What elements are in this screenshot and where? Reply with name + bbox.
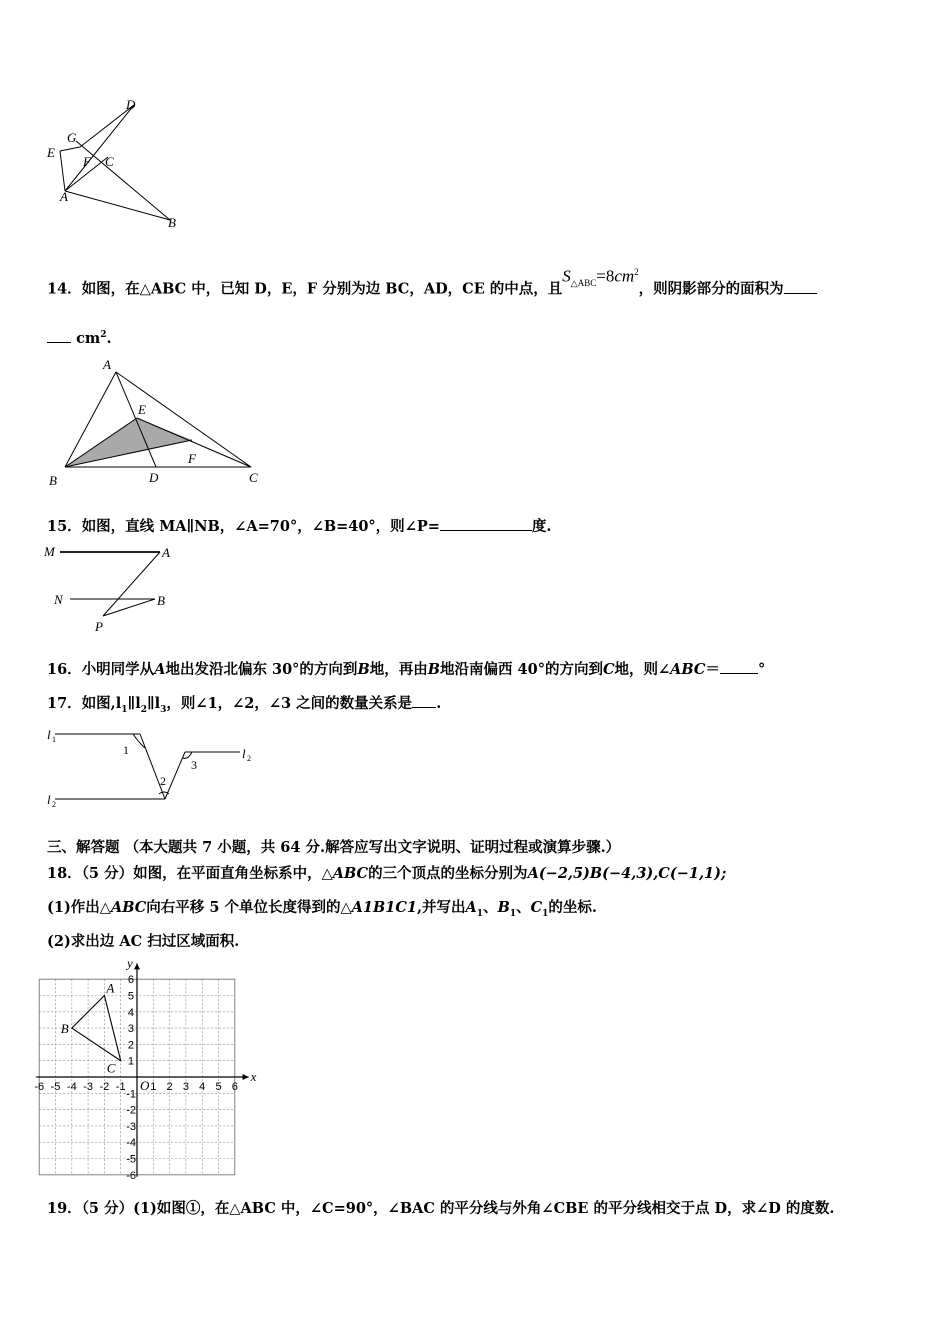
- section-3-desc: （本大题共 7 小题，共 64 分.解答应写出文字说明、证明过程或演算步骤.）: [124, 839, 621, 856]
- q16-t1: 小明同学从: [81, 661, 155, 678]
- q15-number: 15．: [47, 518, 82, 535]
- q14-formula-eq: =8: [596, 266, 615, 286]
- q14-formula-sub: △ABC: [570, 278, 597, 289]
- angle-1-label: 1: [123, 743, 129, 757]
- q16-answer-blank[interactable]: [720, 659, 758, 674]
- q18-p1-a: (1)作出△: [47, 899, 111, 916]
- q18-p2: (2)求出边 AC 扫过区域面积.: [47, 933, 240, 950]
- point-b-label: B: [60, 1021, 69, 1037]
- x-tick-label: 6: [231, 1081, 238, 1093]
- q16-t7: °: [757, 661, 766, 678]
- q18-coords: A(−2,5)B(−4,3),C(−1,1);: [527, 865, 727, 882]
- q17-answer-blank[interactable]: [412, 693, 436, 708]
- x-tick-label: 3: [182, 1081, 189, 1093]
- point-a-label: A: [106, 980, 115, 996]
- q16-v3: B: [427, 661, 440, 678]
- label-g: G: [67, 130, 77, 145]
- q19-number: 19．: [47, 1200, 82, 1217]
- y-tick-label: -5: [126, 1153, 136, 1166]
- y-tick-label: 6: [127, 974, 134, 987]
- x-tick-label: -2: [99, 1081, 110, 1093]
- q18-v1: ABC: [332, 865, 369, 882]
- q14-text-b: ，则阴影部分的面积为: [638, 280, 784, 298]
- origin-label: O: [140, 1078, 150, 1093]
- section-3-heading: [47, 838, 905, 858]
- q19-score: （5 分）: [81, 1200, 134, 1217]
- q19-text: (1)如图①，在△ABC 中，∠C=90°，∠BAC 的平分线与外角∠CBE 的平分线相交于点 D，求∠D 的度数.: [133, 1200, 835, 1217]
- label-e: E: [138, 402, 146, 417]
- q14-text-c-sup: 2: [100, 330, 107, 340]
- q17-text-end: .: [436, 695, 442, 712]
- label-d: D: [149, 470, 159, 485]
- y-tick-label: 1: [127, 1055, 134, 1068]
- y-tick-label: -2: [126, 1104, 136, 1117]
- question-14-cont: [47, 325, 905, 349]
- x-tick-label: -3: [83, 1081, 93, 1093]
- q15-answer-blank[interactable]: [440, 516, 532, 531]
- figure-q13: [40, 95, 190, 235]
- q17-t3: ∥l: [146, 695, 161, 712]
- x-tick-label: 1: [150, 1081, 157, 1093]
- q14-text-end: .: [106, 329, 112, 347]
- label-m: M: [44, 544, 55, 559]
- question-18-part1: [47, 898, 905, 924]
- x-tick-label: 5: [215, 1081, 222, 1093]
- q14-formula-unit: cm: [614, 266, 635, 286]
- q17-t2: ∥l: [127, 695, 141, 712]
- q16-v5: ABC: [670, 661, 706, 678]
- question-16: [47, 659, 905, 680]
- q18-p1-B: B: [497, 899, 510, 916]
- question-14: [47, 266, 905, 305]
- q18-t2: 的三个顶点的坐标分别为: [368, 865, 528, 882]
- label-e: E: [47, 145, 55, 160]
- label-d: D: [126, 97, 136, 112]
- q18-p1-b: 向右平移 5 个单位长度得到的△: [146, 899, 352, 916]
- label-f: F: [188, 451, 196, 466]
- figure-q14: [45, 355, 275, 490]
- label-a: A: [103, 357, 111, 372]
- label-n: N: [54, 592, 63, 607]
- label-l1-sub: 1: [52, 735, 56, 744]
- question-18: [47, 864, 905, 884]
- x-tick-label: -4: [66, 1081, 77, 1093]
- x-tick-label: 4: [199, 1081, 206, 1093]
- q16-number: 16．: [47, 661, 82, 678]
- x-axis-label: x: [250, 1069, 257, 1084]
- angle-3-label: 3: [191, 758, 197, 772]
- y-axis-arrow: [134, 963, 140, 969]
- q18-p1-As: 1: [476, 908, 484, 919]
- q17-s2: 2: [140, 704, 147, 715]
- q14-formula-s: S: [562, 266, 571, 286]
- q18-p1-Bs: 1: [509, 908, 517, 919]
- q18-p1-C: C: [530, 899, 543, 916]
- question-18-part2: [47, 932, 905, 952]
- q16-t5: 地，则∠: [614, 661, 671, 678]
- label-f: F: [83, 154, 91, 169]
- y-tick-label: -6: [126, 1169, 136, 1182]
- q17-s3: 3: [160, 704, 167, 715]
- q18-t1: 如图，在平面直角坐标系中，△: [133, 865, 333, 882]
- label-c: C: [105, 154, 114, 169]
- label-l3: l: [47, 792, 51, 807]
- q16-t3: 地，再由: [369, 661, 428, 678]
- q14-answer-blank-1[interactable]: [784, 279, 817, 294]
- label-l2: l: [242, 746, 246, 761]
- y-tick-label: -1: [126, 1088, 136, 1101]
- y-tick-label: 4: [127, 1006, 134, 1019]
- label-a: A: [60, 189, 68, 204]
- angle-2-label: 2: [160, 774, 166, 788]
- y-tick-label: -4: [126, 1137, 136, 1150]
- y-tick-label: -3: [126, 1120, 136, 1133]
- figure-q18-grid: [34, 955, 270, 1182]
- q16-v1: A: [154, 661, 166, 678]
- q17-text-a: 如图,l: [81, 695, 122, 712]
- y-tick-label: 5: [127, 990, 134, 1003]
- q18-p1-v: ABC: [110, 899, 147, 916]
- label-p: P: [95, 619, 103, 634]
- point-c-label: C: [106, 1060, 116, 1076]
- q18-p1-d: 的坐标.: [548, 899, 597, 916]
- label-c: C: [249, 470, 258, 485]
- q17-text-b: ，则∠1，∠2，∠3 之间的数量关系是: [166, 695, 413, 712]
- label-l2-sub: 2: [247, 754, 251, 763]
- label-a: A: [162, 545, 170, 560]
- q18-p1-A: A: [465, 899, 477, 916]
- q14-number: 14．: [47, 280, 82, 298]
- question-15: [47, 516, 905, 537]
- x-tick-label: 2: [166, 1081, 173, 1093]
- q16-v4: C: [602, 661, 615, 678]
- q15-text-b: 度.: [531, 518, 552, 535]
- q18-p1-v2: A1B1C1: [351, 899, 417, 916]
- figure-q15: [40, 540, 190, 635]
- x-tick-label: -6: [34, 1081, 45, 1093]
- q18-p1-c: ,并写出: [416, 899, 466, 916]
- q15-text-a: 如图，直线 MA∥NB，∠A=70°，∠B=40°，则∠P=: [81, 518, 440, 535]
- q16-t4: 地沿南偏西 40°的方向到: [439, 661, 603, 678]
- question-19: [47, 1199, 905, 1219]
- q16-v2: B: [357, 661, 370, 678]
- figure-q17: [45, 722, 265, 812]
- label-b: B: [168, 215, 176, 230]
- x-tick-label: -1: [115, 1081, 126, 1093]
- label-l3-sub: 2: [52, 800, 56, 809]
- q16-t2: 地出发沿北偏东 30°的方向到: [165, 661, 358, 678]
- q14-area-formula: [562, 262, 638, 293]
- label-b: B: [157, 593, 165, 608]
- y-tick-label: 2: [127, 1039, 134, 1052]
- y-axis-label: y: [127, 955, 133, 971]
- axis-tick-labels: [34, 955, 256, 1181]
- x-tick-label: -5: [50, 1081, 61, 1093]
- q14-text-c: cm: [76, 329, 101, 347]
- q18-p1-sep1: 、: [483, 899, 498, 916]
- q14-formula-sup: 2: [634, 267, 639, 277]
- q14-answer-blank-2[interactable]: [47, 328, 71, 343]
- q18-number: 18．: [47, 865, 82, 882]
- x-axis-arrow: [243, 1074, 249, 1080]
- q17-s1: 1: [121, 704, 128, 715]
- label-b: B: [49, 473, 57, 488]
- section-3-title: 三、解答题: [47, 839, 120, 856]
- question-17: [47, 693, 905, 720]
- q18-score: （5 分）: [81, 865, 134, 882]
- q16-t6: ＝: [705, 661, 720, 678]
- q18-p1-Cs: 1: [542, 908, 549, 919]
- q14-text-a: 如图，在△ABC 中，已知 D，E，F 分别为边 BC，AD，CE 的中点，且: [81, 280, 563, 298]
- y-tick-label: 3: [127, 1023, 134, 1036]
- label-l1: l: [47, 727, 51, 742]
- q17-number: 17．: [47, 695, 82, 712]
- q18-p1-sep2: 、: [516, 899, 531, 916]
